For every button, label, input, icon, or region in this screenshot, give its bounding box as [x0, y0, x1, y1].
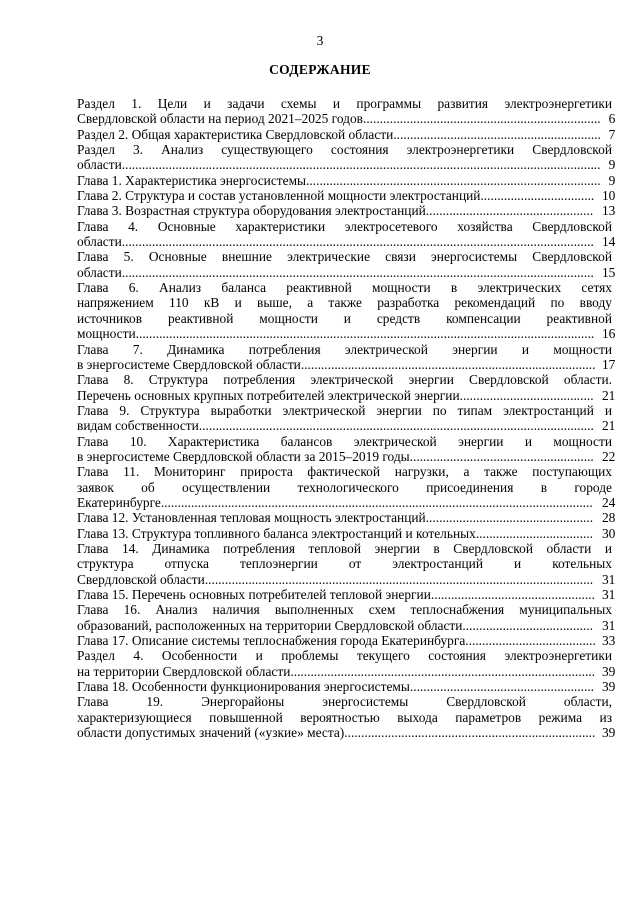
toc-entry-text: области — [77, 157, 122, 173]
toc-entry[interactable] — [77, 464, 616, 510]
toc-entry-line — [77, 96, 612, 111]
page-title: СОДЕРЖАНИЕ — [269, 62, 371, 77]
toc-page-number: 31 — [601, 571, 616, 587]
toc-entry-line — [77, 448, 616, 464]
toc-page-number: 39 — [601, 725, 616, 741]
toc-dot-leader: ........................................ — [459, 387, 594, 403]
toc-entry-text: области допустимых значений («узкие» места) — [77, 725, 345, 741]
toc-entry-text: Раздел 4. Особенности и проблемы текущего состояния электроэнергетики — [77, 648, 612, 664]
toc-dot-leader: ....................................... — [462, 617, 593, 633]
toc-entry-line — [77, 311, 612, 326]
toc-dot-leader: .................................................................................................................... — [204, 571, 594, 587]
toc-dot-leader: .................................. — [480, 188, 595, 204]
toc-entry-text: Перечень основных крупных потребителей электрической энергии — [77, 387, 460, 403]
toc-page-number: 31 — [601, 587, 616, 602]
toc-dot-leader: ................................................................................................................................. — [160, 494, 593, 510]
toc-entry-text: Глава 16. Анализ наличия выполненных схем теплоснабжения муниципальных — [77, 602, 612, 618]
toc-dot-leader: ........................................................................................... — [290, 663, 596, 679]
toc-dot-leader: ....................................................... — [409, 448, 594, 464]
toc-entry-line — [77, 480, 612, 495]
toc-dot-leader: .................................................. — [425, 510, 594, 526]
toc-entry[interactable] — [77, 372, 616, 403]
toc-entry-line — [77, 725, 616, 741]
toc-page-number: 21 — [601, 418, 616, 434]
toc-entry-line — [77, 295, 612, 310]
toc-entry-line — [77, 188, 616, 204]
toc-entry-text: Раздел 3. Анализ существующего состояния электроэнергетики Свердловской — [77, 142, 612, 158]
toc-dot-leader: ...................................................................................................................... — [198, 418, 594, 434]
toc-entry-line — [77, 372, 612, 387]
toc-page-number: 14 — [601, 234, 616, 250]
toc-page-number: 10 — [601, 188, 616, 204]
toc-entry[interactable] — [77, 679, 616, 695]
toc-entry-text: Глава 13. Структура топливного баланса электростанций и котельных — [77, 525, 476, 541]
toc-page-number: 7 — [608, 126, 616, 142]
toc-dot-leader: ........................................................................................ — [300, 356, 596, 372]
toc-entry[interactable] — [77, 341, 616, 373]
toc-entry-text: Екатеринбурге — [77, 494, 161, 510]
toc-page-number: 15 — [601, 264, 616, 280]
toc-entry-text: Раздел 1. Цели и задачи схемы и программы развития электроэнергетики — [77, 96, 612, 111]
toc-page-number: 13 — [601, 203, 616, 219]
toc-entry[interactable] — [77, 203, 616, 219]
toc-entry-text: Глава 8. Структура потребления электрической энергии Свердловской области. — [77, 372, 612, 388]
toc-entry-text: Раздел 2. Общая характеристика Свердловской области — [77, 126, 394, 142]
toc-entry-text: на территории Свердловской области — [77, 663, 291, 679]
table-of-contents — [77, 96, 616, 741]
toc-entry-line — [77, 403, 612, 418]
toc-entry-text: Глава 12. Установленная тепловая мощность электростанций — [77, 510, 426, 526]
toc-entry[interactable] — [77, 540, 616, 587]
toc-entry-text: Свердловской области — [77, 571, 205, 587]
toc-entry-text: Глава 6. Анализ баланса реактивной мощности в электрических сетях — [77, 280, 612, 296]
toc-entry-line — [77, 280, 612, 295]
toc-entry-text: Глава 14. Динамика потребления тепловой энергии в Свердловской области и — [77, 540, 612, 556]
toc-entry-text: Глава 9. Структура выработки электрической энергии по типам электростанций и — [77, 402, 612, 418]
toc-entry-text: Свердловской области на период 2021–2025 годов — [77, 111, 363, 127]
toc-entry-text: в энергосистеме Свердловской области — [77, 356, 301, 372]
toc-entry-line — [77, 326, 616, 342]
toc-entry-line — [77, 249, 612, 264]
toc-entry[interactable] — [77, 694, 616, 741]
toc-dot-leader: .............................................................. — [393, 126, 601, 142]
toc-entry-line — [77, 710, 612, 725]
toc-page-number: 28 — [601, 510, 616, 526]
toc-page-number: 6 — [608, 111, 616, 127]
toc-dot-leader: ......................................................................................................................................... — [135, 326, 595, 342]
toc-entry-line — [77, 111, 616, 127]
toc-entry-line — [77, 434, 612, 449]
toc-dot-leader: ............................................................................................................................................. — [121, 234, 594, 250]
toc-entry-line — [77, 541, 612, 556]
toc-entry[interactable] — [77, 280, 616, 342]
toc-page-number: 31 — [601, 617, 616, 633]
toc-entry[interactable] — [77, 172, 616, 188]
toc-dot-leader: ....................................................... — [409, 679, 595, 695]
toc-dot-leader: ....................................... — [465, 633, 596, 649]
toc-entry-line — [77, 142, 612, 157]
toc-entry-line — [77, 387, 616, 403]
toc-entry[interactable] — [77, 648, 616, 679]
toc-entry-text: Глава 1. Характеристика энергосистемы — [77, 172, 307, 188]
toc-entry[interactable] — [77, 142, 616, 173]
toc-entry-text: Глава 10. Характеристика балансов электрической энергии и мощности — [77, 433, 612, 449]
toc-entry-text: в энергосистеме Свердловской области за 2015–2019 годы — [77, 448, 410, 464]
toc-entry[interactable] — [77, 433, 616, 465]
toc-entry-line — [77, 663, 616, 679]
toc-page-number: 33 — [601, 633, 616, 649]
toc-page-number: 39 — [601, 663, 616, 679]
toc-entry-text: Глава 17. Описание системы теплоснабжения города Екатеринбурга — [77, 633, 466, 649]
toc-entry-line — [77, 219, 612, 234]
toc-dot-leader: ............................................................................................................................................. — [121, 264, 594, 280]
toc-entry-line — [77, 617, 616, 633]
toc-entry-text: Глава 18. Особенности функционирования энергосистемы — [77, 679, 410, 695]
toc-entry-line — [77, 126, 616, 142]
toc-entry-line — [77, 264, 616, 280]
toc-entry-text: Глава 2. Структура и состав установленной мощности электростанций — [77, 188, 481, 204]
toc-entry-line — [77, 633, 616, 649]
toc-entry[interactable] — [77, 402, 616, 434]
toc-entry[interactable] — [77, 126, 616, 142]
toc-dot-leader: ................................... — [475, 525, 593, 541]
toc-page-number: 30 — [601, 525, 616, 541]
toc-entry-text: образований, расположенных на территории Свердловской области — [77, 617, 463, 633]
toc-entry-line — [77, 157, 616, 173]
toc-entry-line — [77, 494, 616, 510]
toc-entry[interactable] — [77, 249, 616, 280]
toc-entry[interactable] — [77, 602, 616, 633]
toc-entry-text: Глава 19. Энергорайоны энергосистемы Свердловской области, — [77, 694, 612, 710]
toc-page-number: 39 — [601, 679, 616, 695]
toc-entry[interactable] — [77, 188, 616, 204]
toc-entry-text: области — [77, 234, 122, 250]
toc-entry[interactable] — [77, 218, 616, 250]
toc-entry-line — [77, 510, 616, 526]
toc-page-number: 16 — [601, 326, 616, 342]
toc-entry-line — [77, 587, 616, 602]
toc-entry-text: Глава 11. Мониторинг прироста фактической нагрузки, а также поступающих — [77, 464, 612, 480]
toc-entry-line — [77, 234, 616, 250]
toc-entry-line — [77, 525, 616, 541]
toc-page-number: 22 — [601, 448, 616, 464]
toc-entry-text: видам собственности — [77, 418, 199, 434]
toc-entry-line — [77, 571, 616, 587]
toc-entry-text: характеризующиеся повышенной вероятностью выхода параметров режима из — [77, 709, 612, 725]
toc-page-number: 9 — [608, 172, 616, 188]
toc-entry-text: заявок об осуществлении технологического присоединения в городе — [77, 479, 612, 495]
toc-entry-line — [77, 464, 612, 479]
toc-entry-line — [77, 679, 616, 695]
toc-entry-line — [77, 602, 612, 617]
toc-entry[interactable] — [77, 96, 616, 127]
toc-entry[interactable] — [77, 633, 616, 649]
toc-entry-text: Глава 4. Основные характеристики электросетевого хозяйства Свердловской — [77, 218, 612, 234]
toc-entry-line — [77, 648, 612, 663]
toc-entry-line — [77, 203, 616, 219]
toc-entry-text: источников реактивной мощности и средств компенсации реактивной — [77, 310, 612, 326]
toc-entry-text: Глава 3. Возрастная структура оборудования электростанций — [77, 203, 426, 219]
toc-entry-text: мощности — [77, 326, 136, 342]
toc-dot-leader: ....................................................................... — [362, 111, 601, 127]
toc-entry-text: структура отпуска теплоэнергии от электростанций и котельных — [77, 556, 612, 572]
toc-entry-text: Глава 7. Динамика потребления электрической энергии и мощности — [77, 341, 612, 357]
toc-entry-text: Глава 15. Перечень основных потребителей тепловой энергии — [77, 587, 431, 602]
toc-entry-line — [77, 556, 612, 571]
toc-entry-text: Глава 5. Основные внешние электрические связи энергосистемы Свердловской — [77, 249, 612, 265]
toc-page-number: 21 — [601, 387, 616, 403]
toc-entry[interactable] — [77, 525, 616, 541]
toc-entry-line — [77, 418, 616, 434]
toc-entry-line — [77, 172, 616, 188]
toc-entry-line — [77, 694, 612, 709]
toc-entry-text: напряжением 110 кВ и выше, а также разработка рекомендаций по вводу — [77, 295, 612, 311]
toc-dot-leader: ............................................................................................................................................... — [121, 157, 601, 173]
toc-page-number: 9 — [608, 157, 616, 173]
toc-dot-leader: ................................................. — [430, 587, 595, 602]
toc-entry[interactable] — [77, 510, 616, 526]
toc-entry-text: области — [77, 264, 122, 280]
toc-page-number: 17 — [601, 356, 616, 372]
toc-entry[interactable] — [77, 587, 616, 602]
toc-entry-line — [77, 356, 616, 372]
page-number: 3 — [316, 33, 324, 48]
toc-dot-leader: ........................................................................... — [344, 725, 596, 741]
toc-dot-leader: ........................................................................................ — [306, 172, 601, 188]
toc-page-number: 24 — [601, 494, 616, 510]
toc-dot-leader: .................................................. — [425, 203, 594, 219]
toc-entry-line — [77, 342, 612, 357]
